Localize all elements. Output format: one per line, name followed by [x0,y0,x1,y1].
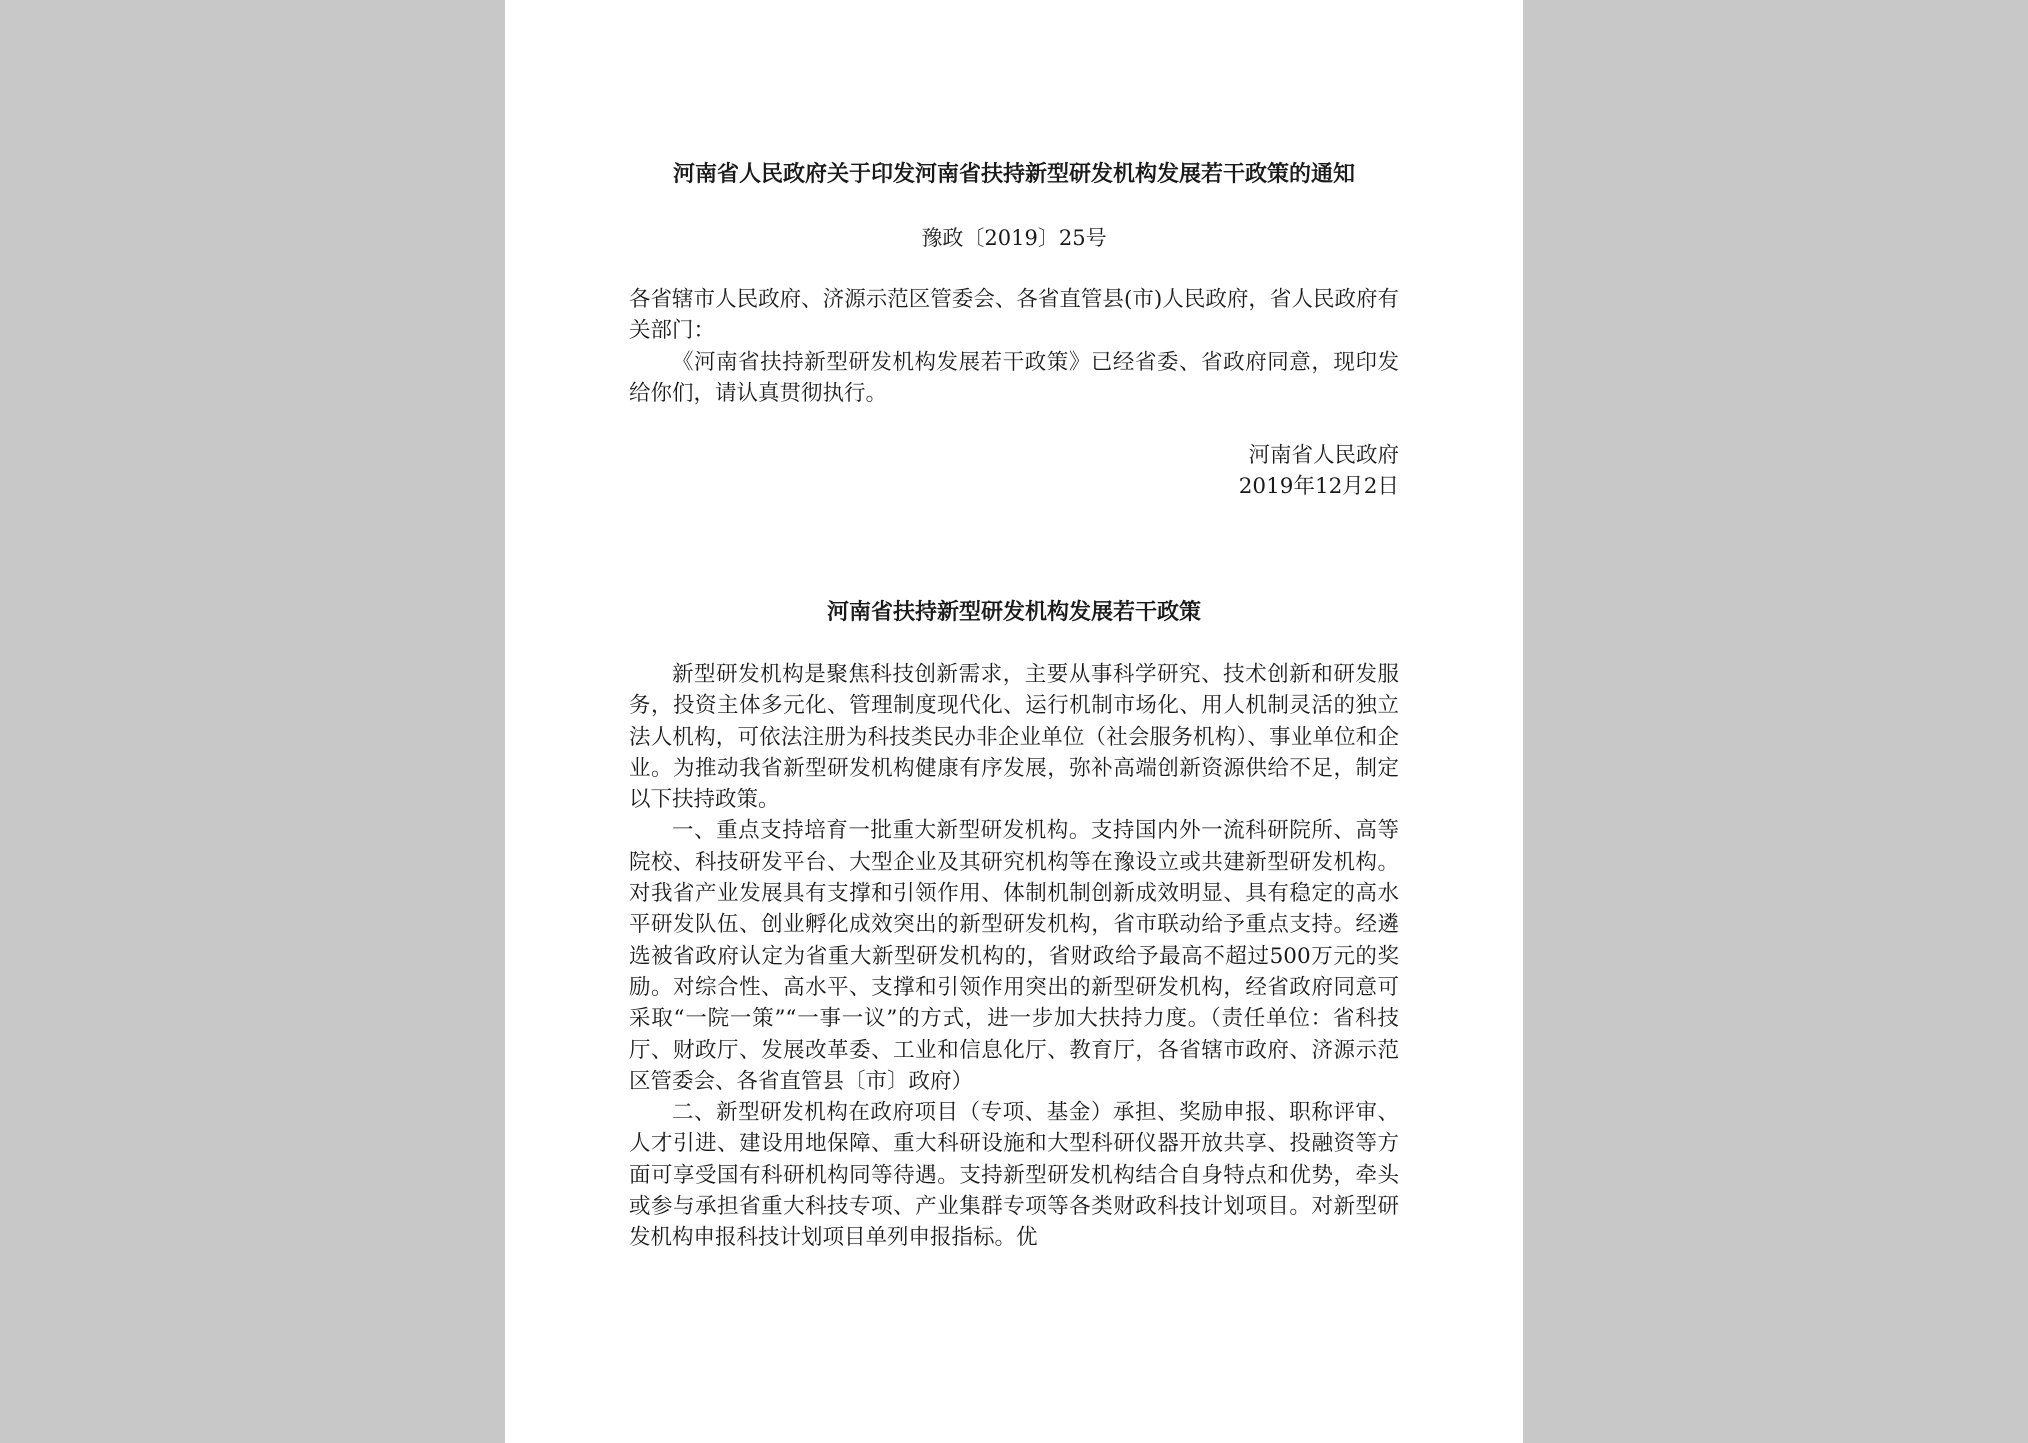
document-title: 河南省人民政府关于印发河南省扶持新型研发机构发展若干政策的通知 [672,161,1355,187]
policy-paragraph-1: 一、重点支持培育一批重大新型研发机构。支持国内外一流科研院所、高等院校、科技研发平台、大型企业及其研究机构等在豫设立或共建新型研发机构。对我省产业发展具有支撑和引领作用、体制机制创新成效明显、具有稳定的高水平研发队伍、创业孵化成效突出的新型研发机构，省市联动给予重点支持。经遴选被省政府认定为省重大新型研发机构的，省财政给予最高不超过500万元的奖励。对综合性、高水平、支撑和引领作用突出的新型研发机构，经省政府同意可采取“一院一策”“一事一议”的方式，进一步加大扶持力度。（责任单位：省科技厅、财政厅、发展改革委、工业和信息化厅、教育厅，各省辖市政府、济源示范区管委会、各省直管县〔市〕政府） [629,818,1399,1094]
signature-date: 2019年12月2日 [1238,474,1399,500]
policy-body [629,659,1399,1254]
document-number: 豫政〔2019〕25号 [921,226,1107,250]
signature-org: 河南省人民政府 [1248,443,1399,468]
policy-title: 河南省扶持新型研发机构发展若干政策 [826,599,1201,625]
policy-paragraph-2: 二、新型研发机构在政府项目（专项、基金）承担、奖励申报、职称评审、人才引进、建设用地保障、重大科研设施和大型科研仪器开放共享、投融资等方面可享受国有科研机构同等待遇。支持新型研发机构结合自身特点和优势，牵头或参与承担省重大科技专项、产业集群专项等各类财政科技计划项目。对新型研发机构申报科技计划项目单列申报指标。优 [629,1100,1399,1251]
notice-block [629,284,1399,409]
policy-paragraph-intro: 新型研发机构是聚焦科技创新需求，主要从事科学研究、技术创新和研发服务，投资主体多元化、管理制度现代化、运行机制市场化、用人机制灵活的独立法人机构，可依法注册为科技类民办非企业单位（社会服务机构）、事业单位和企业。为推动我省新型研发机构健康有序发展，弥补高端创新资源供给不足，制定以下扶持政策。 [629,662,1399,813]
signature-block [1239,440,1399,503]
addressee-paragraph: 各省辖市人民政府、济源示范区管委会、各省直管县(市)人民政府，省人民政府有关部门： [629,287,1399,344]
notice-paragraph: 《河南省扶持新型研发机构发展若干政策》已经省委、省政府同意，现印发给你们，请认真贯彻执行。 [629,349,1399,406]
document-page [505,0,1523,1443]
